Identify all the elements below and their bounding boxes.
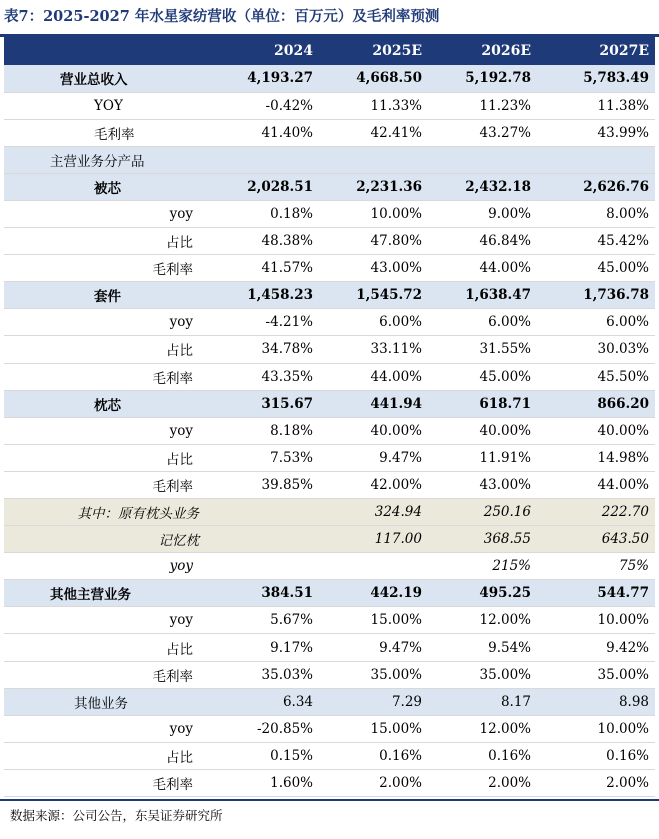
value-cell: 11.33% — [319, 92, 428, 119]
value-cell: 42.41% — [319, 119, 428, 146]
row-label: 营业总收入 — [60, 72, 128, 89]
row-label: YOY — [94, 97, 123, 114]
row-label-cell — [4, 173, 211, 200]
value-cell: 1,545.72 — [319, 282, 428, 309]
header-cell-2024: 2024 — [211, 37, 319, 65]
table-row — [4, 282, 655, 309]
table-row — [4, 553, 655, 580]
value-cell: 43.00% — [319, 255, 428, 282]
value-cell: 2.00% — [537, 769, 655, 796]
value-cell: 384.51 — [211, 580, 319, 607]
value-cell: 9.47% — [319, 444, 428, 471]
value-cell: 2.00% — [319, 769, 428, 796]
value-cell: 1.60% — [211, 769, 319, 796]
row-label: 毛利率 — [152, 478, 193, 495]
row-label-cell — [4, 769, 211, 796]
value-cell: 5,783.49 — [537, 65, 655, 92]
table-row — [4, 336, 655, 363]
table-row — [4, 255, 655, 282]
row-label-cell — [4, 92, 211, 119]
value-cell: 43.35% — [211, 363, 319, 390]
row-label: 占比 — [166, 641, 193, 658]
value-cell: 8.17 — [428, 688, 537, 715]
value-cell: 31.55% — [428, 336, 537, 363]
value-cell: -4.21% — [211, 309, 319, 336]
value-cell: 215% — [428, 553, 537, 580]
value-cell: 12.00% — [428, 715, 537, 742]
value-cell: 2,231.36 — [319, 173, 428, 200]
row-label: 毛利率 — [94, 126, 135, 143]
row-label-cell — [4, 444, 211, 471]
row-label: yoy — [169, 422, 193, 439]
table-row — [4, 92, 655, 119]
value-cell: 442.19 — [319, 580, 428, 607]
value-cell: 1,736.78 — [537, 282, 655, 309]
value-cell: 8.98 — [537, 688, 655, 715]
value-cell — [211, 553, 319, 580]
table-row — [4, 661, 655, 688]
row-label: 占比 — [166, 235, 193, 252]
table-row — [4, 119, 655, 146]
table-title: 表7：2025-2027 年水星家纺营收（单位：百万元）及毛利率预测 — [4, 8, 440, 25]
forecast-table — [4, 37, 655, 797]
value-cell: 866.20 — [537, 390, 655, 417]
value-cell: 1,638.47 — [428, 282, 537, 309]
table-row — [4, 471, 655, 498]
value-cell: 5.67% — [211, 607, 319, 634]
row-label: 其他主营业务 — [50, 587, 131, 604]
value-cell: 2.00% — [428, 769, 537, 796]
row-label: 占比 — [166, 343, 193, 360]
value-cell: 35.00% — [319, 661, 428, 688]
value-cell: -20.85% — [211, 715, 319, 742]
value-cell: 11.38% — [537, 92, 655, 119]
value-cell: 44.00% — [319, 363, 428, 390]
value-cell: 6.34 — [211, 688, 319, 715]
value-cell — [428, 146, 537, 173]
value-cell: 45.00% — [537, 255, 655, 282]
row-label: yoy — [169, 720, 193, 737]
table-row — [4, 444, 655, 471]
row-label-cell — [4, 255, 211, 282]
value-cell: 41.57% — [211, 255, 319, 282]
value-cell: 33.11% — [319, 336, 428, 363]
row-label: yoy — [169, 206, 193, 223]
footer-rule — [0, 799, 659, 801]
row-label: 毛利率 — [152, 668, 193, 685]
table-row — [4, 499, 655, 526]
value-cell: 43.27% — [428, 119, 537, 146]
row-label: 被芯 — [94, 180, 121, 197]
row-label: 其他业务 — [74, 695, 128, 712]
row-label: 毛利率 — [152, 262, 193, 279]
value-cell: 39.85% — [211, 471, 319, 498]
row-label: 毛利率 — [152, 370, 193, 387]
value-cell: 45.42% — [537, 228, 655, 255]
row-label-cell — [4, 634, 211, 661]
row-label: yoy — [169, 612, 193, 629]
value-cell: 250.16 — [428, 499, 537, 526]
value-cell: 0.18% — [211, 200, 319, 227]
table-row — [4, 526, 655, 553]
value-cell: 4,668.50 — [319, 65, 428, 92]
value-cell: 12.00% — [428, 607, 537, 634]
table-row — [4, 173, 655, 200]
row-label-cell — [4, 363, 211, 390]
value-cell: 43.00% — [428, 471, 537, 498]
table-row — [4, 742, 655, 769]
value-cell: 30.03% — [537, 336, 655, 363]
value-cell: 495.25 — [428, 580, 537, 607]
row-label-cell — [4, 742, 211, 769]
value-cell: 43.99% — [537, 119, 655, 146]
row-label-cell — [4, 471, 211, 498]
row-label-cell — [4, 580, 211, 607]
value-cell: 35.00% — [428, 661, 537, 688]
row-label-cell — [4, 309, 211, 336]
row-label-cell — [4, 526, 211, 553]
source-note: 数据来源：公司公告，东吴证券研究所 — [10, 808, 223, 823]
value-cell: 9.00% — [428, 200, 537, 227]
row-label-cell — [4, 146, 211, 173]
value-cell: 45.50% — [537, 363, 655, 390]
value-cell: 117.00 — [319, 526, 428, 553]
row-label-cell — [4, 607, 211, 634]
value-cell: 11.23% — [428, 92, 537, 119]
table-row — [4, 200, 655, 227]
table-header-row — [4, 37, 655, 65]
value-cell: 9.54% — [428, 634, 537, 661]
value-cell — [211, 499, 319, 526]
table-row — [4, 580, 655, 607]
value-cell: 44.00% — [537, 471, 655, 498]
row-label: 套件 — [94, 289, 121, 306]
value-cell: 8.00% — [537, 200, 655, 227]
value-cell: 44.00% — [428, 255, 537, 282]
row-label-cell — [4, 688, 211, 715]
table-row — [4, 769, 655, 796]
row-label-cell — [4, 661, 211, 688]
row-label-cell — [4, 553, 211, 580]
table-row — [4, 390, 655, 417]
row-label: yoy — [169, 314, 193, 331]
table-row — [4, 634, 655, 661]
value-cell: 10.00% — [537, 607, 655, 634]
value-cell: 4,193.27 — [211, 65, 319, 92]
table-row — [4, 715, 655, 742]
row-label: 占比 — [166, 749, 193, 766]
value-cell: 222.70 — [537, 499, 655, 526]
value-cell: 618.71 — [428, 390, 537, 417]
value-cell: 1,458.23 — [211, 282, 319, 309]
value-cell: 14.98% — [537, 444, 655, 471]
row-label-cell — [4, 200, 211, 227]
table-row — [4, 309, 655, 336]
value-cell: 643.50 — [537, 526, 655, 553]
row-label: 毛利率 — [152, 776, 193, 793]
value-cell: 48.38% — [211, 228, 319, 255]
value-cell: 6.00% — [428, 309, 537, 336]
value-cell: 15.00% — [319, 715, 428, 742]
table-row — [4, 363, 655, 390]
row-label: 主营业务分产品 — [50, 153, 145, 170]
row-label: yoy — [169, 558, 193, 575]
value-cell — [211, 526, 319, 553]
value-cell: 11.91% — [428, 444, 537, 471]
value-cell: 40.00% — [319, 417, 428, 444]
row-label-cell — [4, 336, 211, 363]
value-cell: 34.78% — [211, 336, 319, 363]
table-row — [4, 65, 655, 92]
value-cell: 41.40% — [211, 119, 319, 146]
value-cell — [537, 146, 655, 173]
value-cell: 2,432.18 — [428, 173, 537, 200]
value-cell: 2,028.51 — [211, 173, 319, 200]
value-cell: 10.00% — [537, 715, 655, 742]
table-body — [4, 65, 655, 797]
value-cell: 315.67 — [211, 390, 319, 417]
row-label-cell — [4, 715, 211, 742]
value-cell — [319, 146, 428, 173]
row-label: 占比 — [166, 451, 193, 468]
value-cell: -0.42% — [211, 92, 319, 119]
value-cell: 9.47% — [319, 634, 428, 661]
table-row — [4, 228, 655, 255]
value-cell: 0.16% — [537, 742, 655, 769]
value-cell: 544.77 — [537, 580, 655, 607]
value-cell: 324.94 — [319, 499, 428, 526]
value-cell: 40.00% — [428, 417, 537, 444]
value-cell: 6.00% — [319, 309, 428, 336]
header-cell-2025e: 2025E — [319, 37, 428, 65]
value-cell: 368.55 — [428, 526, 537, 553]
row-label: 枕芯 — [94, 397, 121, 414]
value-cell: 6.00% — [537, 309, 655, 336]
table-row — [4, 417, 655, 444]
value-cell: 47.80% — [319, 228, 428, 255]
value-cell: 15.00% — [319, 607, 428, 634]
value-cell: 35.03% — [211, 661, 319, 688]
table-row — [4, 607, 655, 634]
header-cell-2027e: 2027E — [537, 37, 655, 65]
value-cell: 42.00% — [319, 471, 428, 498]
value-cell: 7.53% — [211, 444, 319, 471]
value-cell — [211, 146, 319, 173]
row-label: 记忆枕 — [158, 533, 199, 550]
value-cell: 9.42% — [537, 634, 655, 661]
value-cell: 45.00% — [428, 363, 537, 390]
row-label-cell — [4, 228, 211, 255]
value-cell: 0.15% — [211, 742, 319, 769]
row-label-cell — [4, 499, 211, 526]
row-label: 其中：原有枕头业务 — [77, 506, 199, 523]
header-cell — [4, 37, 211, 65]
row-label-cell — [4, 282, 211, 309]
value-cell — [319, 553, 428, 580]
table-row — [4, 146, 655, 173]
value-cell: 9.17% — [211, 634, 319, 661]
value-cell: 5,192.78 — [428, 65, 537, 92]
header-cell-2026e: 2026E — [428, 37, 537, 65]
value-cell: 8.18% — [211, 417, 319, 444]
row-label-cell — [4, 119, 211, 146]
value-cell: 7.29 — [319, 688, 428, 715]
value-cell: 441.94 — [319, 390, 428, 417]
value-cell: 46.84% — [428, 228, 537, 255]
value-cell: 75% — [537, 553, 655, 580]
value-cell: 10.00% — [319, 200, 428, 227]
value-cell: 2,626.76 — [537, 173, 655, 200]
value-cell: 0.16% — [428, 742, 537, 769]
table-row — [4, 688, 655, 715]
row-label-cell — [4, 65, 211, 92]
value-cell: 35.00% — [537, 661, 655, 688]
value-cell: 40.00% — [537, 417, 655, 444]
row-label-cell — [4, 390, 211, 417]
value-cell: 0.16% — [319, 742, 428, 769]
row-label-cell — [4, 417, 211, 444]
